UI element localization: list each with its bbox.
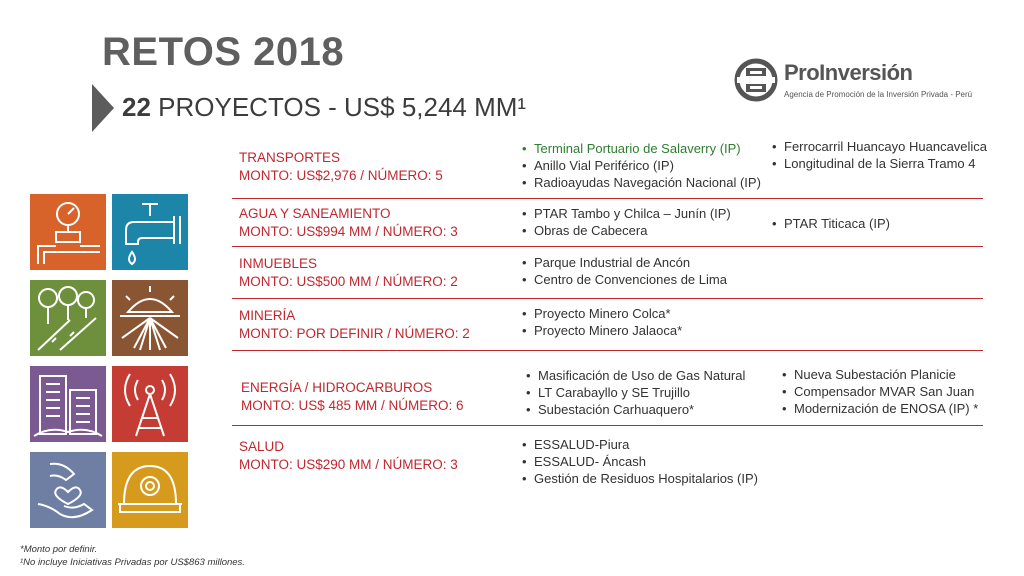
sector-name: SALUD [239,439,285,454]
sector-name: ENERGÍA / HIDROCARBUROS [241,380,433,395]
sector-projects-col2 [770,215,890,232]
project-item: • Terminal Portuario de Salaverry (IP) [520,140,761,157]
tile-real-estate [30,280,106,356]
sector-projects-col1 [520,140,761,191]
project-item: • Gestión de Residuos Hospitalarios (IP) [520,470,758,487]
subtitle-count: 22 [122,92,151,122]
sun-rays-icon [112,280,188,356]
project-item: • Ferrocarril Huancayo Huancavelica [770,138,987,155]
trees-road-icon [30,280,106,356]
gauge-pipe-icon [30,194,106,270]
footnote-private-initiatives: ¹No incluye Iniciativas Privadas por US$863 millones. [20,557,245,568]
divider [232,425,983,426]
project-item: • PTAR Tambo y Chilca – Junín (IP) [520,205,731,222]
sector-name: INMUEBLES [239,256,318,271]
sector-amount: MONTO: US$994 MM / NÚMERO: 3 [239,224,458,239]
sector-projects-col2 [780,366,978,417]
project-item: • LT Carabayllo y SE Trujillo [524,384,745,401]
subtitle-text: PROYECTOS - US$ 5,244 MM¹ [150,92,527,122]
sector-salud [239,438,458,474]
sector-amount: MONTO: US$290 MM / NÚMERO: 3 [239,457,458,472]
project-item: • ESSALUD-Piura [520,436,758,453]
footnote-asterisk: *Monto por definir. [20,544,98,555]
project-item: • Compensador MVAR San Juan [780,383,978,400]
project-item: • Proyecto Minero Colca* [520,305,682,322]
sector-projects-col1 [520,254,727,288]
sector-projects-col1 [520,305,682,339]
tile-health-helmet [112,452,188,528]
project-item: • Proyecto Minero Jalaoca* [520,322,682,339]
sector-inmuebles [239,255,458,291]
tile-transport [30,194,106,270]
project-item: • Anillo Vial Periférico (IP) [520,157,761,174]
sector-mineria [239,307,470,343]
slide-subtitle [122,92,526,123]
proinversion-logo [734,56,974,108]
buildings-icon [30,366,106,442]
project-item: • Masificación de Uso de Gas Natural [524,367,745,384]
project-item: • Modernización de ENOSA (IP) * [780,400,978,417]
sector-name: MINERÍA [239,308,296,323]
project-item: • Centro de Convenciones de Lima [520,271,727,288]
logo-tagline: Agencia de Promoción de la Inversión Privada - Perú [784,90,973,99]
project-item: • Obras de Cabecera [520,222,731,239]
divider [232,350,983,351]
project-item: • PTAR Titicaca (IP) [770,215,890,232]
divider [232,198,983,199]
slide-title: RETOS 2018 [102,30,345,74]
divider [232,246,983,247]
sector-projects-col1 [520,436,758,487]
divider [232,298,983,299]
sector-transportes [239,149,443,185]
tile-energy-antenna [112,366,188,442]
sector-projects-col2 [770,138,987,172]
project-item: • Nueva Subestación Planicie [780,366,978,383]
logo-name: ProInversión [784,60,913,85]
tile-energy-buildings [30,366,106,442]
project-item: • Parque Industrial de Ancón [520,254,727,271]
sector-amount: MONTO: POR DEFINIR / NÚMERO: 2 [239,326,470,341]
project-item: • Subestación Carhuaquero* [524,401,745,418]
sector-agua [239,205,458,241]
tile-mining [112,280,188,356]
tile-water [112,194,188,270]
sector-name: TRANSPORTES [239,150,341,165]
arrow-marker [92,84,114,132]
hands-heart-icon [30,452,106,528]
tile-health-hands [30,452,106,528]
antenna-tower-icon [112,366,188,442]
sector-amount: MONTO: US$2,976 / NÚMERO: 5 [239,168,443,183]
sector-projects-col1 [524,367,745,418]
mining-helmet-icon [112,452,188,528]
project-item: • Longitudinal de la Sierra Tramo 4 [770,155,987,172]
sector-amount: MONTO: US$ 485 MM / NÚMERO: 6 [241,398,464,413]
project-item: • ESSALUD- Áncash [520,453,758,470]
proinversion-emblem-icon [734,58,778,102]
sector-amount: MONTO: US$500 MM / NÚMERO: 2 [239,274,458,289]
sector-energia [241,379,464,415]
sector-projects-col1 [520,205,731,239]
sector-name: AGUA Y SANEAMIENTO [239,206,391,221]
faucet-icon [112,194,188,270]
project-item: • Radioayudas Navegación Nacional (IP) [520,174,761,191]
